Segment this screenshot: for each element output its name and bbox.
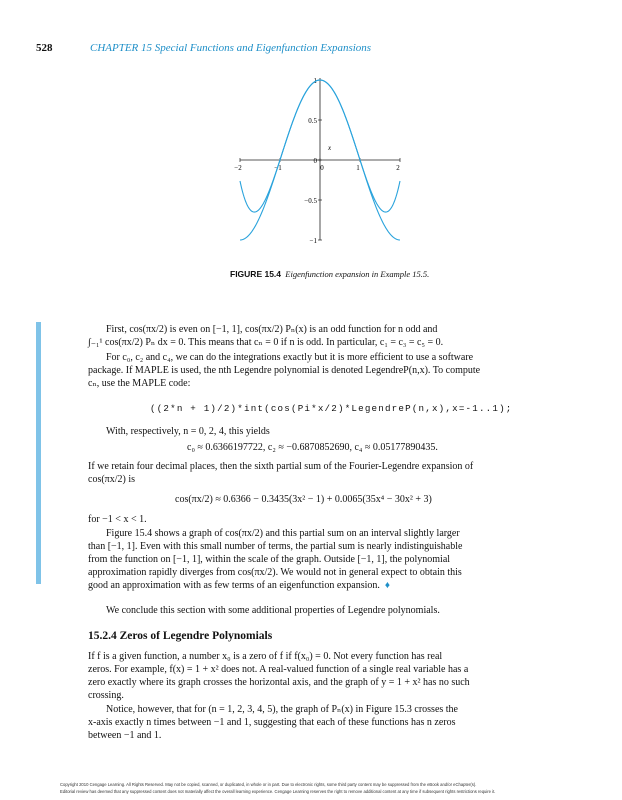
y-tick-label: 0.5 [308, 117, 317, 125]
x-tick-label: −1 [274, 164, 282, 172]
paragraph-line: approximation rapidly diverges from cos(πx/2). We would not in general expect to obtain this [88, 567, 462, 578]
paragraph-line: between −1 and 1. [88, 730, 162, 741]
paragraph-line: cₙ, use the MAPLE code: [88, 378, 191, 389]
x-tick-label: 0 [320, 164, 324, 172]
equation-coefficients: c₀ ≈ 0.6366197722, c₂ ≈ −0.6870852690, c₄ ≈ 0.05177890435. [187, 442, 438, 453]
paragraph-line: for −1 < x < 1. [88, 514, 147, 525]
x-tick-label: 1 [356, 164, 360, 172]
maple-code: ((2*n + 1)/2)*int(cos(Pi*x/2)*LegendreP(n,x),x=-1..1); [150, 403, 513, 414]
paragraph-line: from the function on [−1, 1], within the scale of the graph. Outside [−1, 1], the polynomial [88, 554, 451, 565]
paragraph-line: If we retain four decimal places, then the sixth partial sum of the Fourier-Legendre expansion of [88, 461, 474, 472]
page-number: 528 [36, 42, 53, 54]
figure-label: FIGURE 15.4 [230, 269, 282, 279]
y-tick-label: 0 [313, 157, 317, 165]
paragraph-line: zero exactly where its graph crosses the horizontal axis, and the graph of y = 1 + x² has no such [88, 677, 470, 688]
paragraph-line: First, cos(πx/2) is even on [−1, 1], cos(πx/2) Pₙ(x) is an odd function for n odd and [106, 324, 438, 335]
chapter-title: CHAPTER 15 Special Functions and Eigenfunction Expansions [90, 42, 372, 54]
figure-caption [230, 269, 430, 280]
paragraph-line: If f is a given function, a number x₀ is a zero of f if f(x₀) = 0. Not every function has real [88, 651, 443, 662]
paragraph-line: ∫₋₁¹ cos(πx/2) Pₙ dx = 0. This means that cₙ = 0 if n is odd. In particular, c₁ = c₃ = c₅ = 0. [88, 337, 444, 348]
y-tick-label: −1 [309, 237, 317, 245]
copyright-line: Editorial review has deemed that any suppressed content does not materially affect the overall learning experience. Cengage Learning reserves the right to remove additional content at any time if subsequent rights restrictions require it. [60, 789, 496, 794]
paragraph-text: good an approximation with as few terms of an eigenfunction expansion. [88, 580, 380, 591]
paragraph-line: We conclude this section with some additional properties of Legendre polynomials. [106, 605, 440, 616]
end-of-example-icon: ♦ [384, 580, 390, 591]
paragraph-line: With, respectively, n = 0, 2, 4, this yields [106, 426, 270, 437]
chart-ticks [234, 77, 400, 245]
paragraph-line: crossing. [88, 690, 124, 701]
paragraph-line [88, 579, 558, 592]
paragraph-line: zeros. For example, f(x) = 1 + x² does not. A real-valued function of a single real variable has a [88, 664, 469, 675]
figure-caption-text: Eigenfunction expansion in Example 15.5. [285, 269, 430, 279]
example-sidebar-bar [36, 322, 41, 584]
paragraph-line: package. If MAPLE is used, the nth Legendre polynomial is denoted LegendreP(n,x). To compute [88, 365, 481, 376]
paragraph-line: than [−1, 1]. Even with this small number of terms, the partial sum is nearly indistinguishable [88, 541, 463, 552]
section-heading: 15.2.4 Zeros of Legendre Polynomials [88, 630, 273, 642]
figure-15-4-chart [220, 70, 420, 260]
copyright-line: Copyright 2010 Cengage Learning. All Rights Reserved. May not be copied, scanned, or duplicated, in whole or in part. Due to electronic rights, some third party content may be suppressed from the eBook and/or eChapter(s). [60, 782, 477, 787]
y-tick-label: 1 [313, 77, 317, 85]
paragraph-line: Figure 15.4 shows a graph of cos(πx/2) and this partial sum on an interval slightly larger [106, 528, 460, 539]
equation-partial-sum: cos(πx/2) ≈ 0.6366 − 0.3435(3x² − 1) + 0.0065(35x⁴ − 30x² + 3) [175, 494, 432, 505]
paragraph-line: Notice, however, that for (n = 1, 2, 3, 4, 5), the graph of Pₙ(x) in Figure 15.3 crosses the [106, 704, 458, 715]
paragraph-line: x-axis exactly n times between −1 and 1, suggesting that each of these functions has n zeros [88, 717, 456, 728]
x-tick-label: −2 [234, 164, 242, 172]
y-tick-label: −0.5 [304, 197, 317, 205]
paragraph-line: cos(πx/2) is [88, 474, 135, 485]
x-tick-label: 2 [396, 164, 400, 172]
x-axis-label: x [328, 144, 332, 152]
paragraph-line: For c₀, c₂ and c₄, we can do the integrations exactly but it is more efficient to use a software [106, 352, 474, 363]
